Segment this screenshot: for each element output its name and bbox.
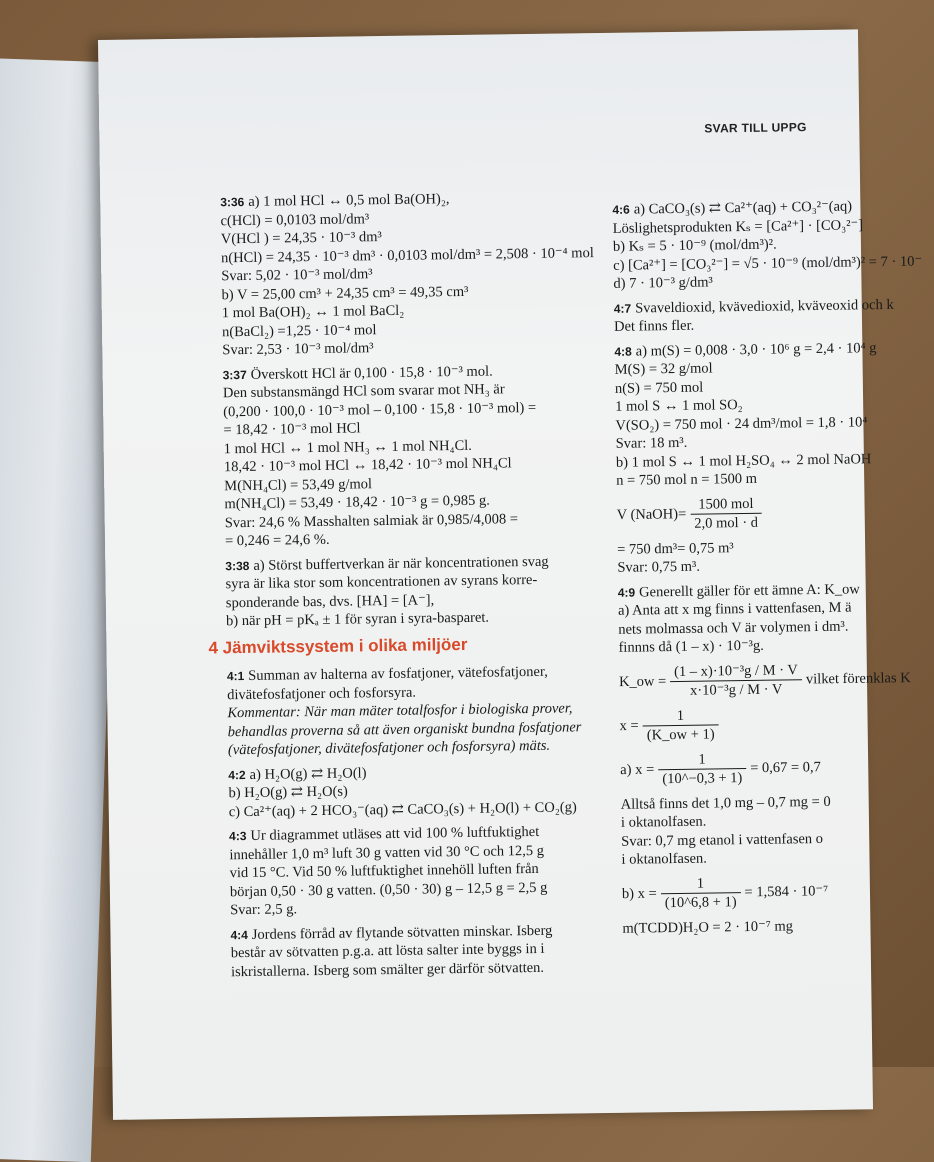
- formula-line: [619, 703, 920, 745]
- line-text: syra är lika stor som koncentrationen av syrans korre-: [225, 571, 538, 593]
- line-text: vid 15 °C. Vid 50 % luftfuktighet innehöll luften från: [229, 860, 539, 882]
- fraction: [660, 874, 740, 913]
- fraction-denominator: (10^6,8 + 1): [664, 894, 737, 912]
- line-text: b) när pH = pKₐ ± 1 för syran i syra-basparet.: [226, 609, 490, 630]
- line-text: iskristallerna. Isberg som smälter ger därför sötvatten.: [230, 959, 545, 980]
- exercise-number: 4:6: [612, 202, 630, 217]
- fraction-denominator: (10^−0,3 + 1): [662, 770, 743, 788]
- line-text: består av sötvatten p.g.a. att lösta salter inte byggs in i: [230, 940, 545, 962]
- line-text: b) Kₛ = 5 · 10⁻⁹ (mol/dm³)².: [612, 236, 777, 255]
- page-header: SVAR TILL UPPG: [704, 120, 807, 136]
- formula-prefix: x =: [619, 717, 639, 734]
- line-text: Ur diagrammet utläses att vid 100 % luftfuktighet: [250, 823, 540, 844]
- line-text: n(HCl) = 24,35 · 10⁻³ dm³ · 0,0103 mol/dm³ = 2,508 · 10⁻⁴ mol: [220, 244, 594, 266]
- formula-line: [619, 659, 920, 701]
- line-text: Överskott HCl är 0,100 · 15,8 · 10⁻³ mol.: [250, 363, 493, 383]
- line-text: b) H₂O(g) ⇄ H₂O(s): [228, 783, 348, 802]
- formula-line: [622, 871, 923, 913]
- right-column: [612, 197, 922, 938]
- text-line: [616, 468, 916, 491]
- line-text: a) 1 mol HCl ↔ 0,5 mol Ba(OH)₂,: [248, 191, 450, 210]
- line-text: 1 mol S ↔ 1 mol SO₂: [615, 397, 743, 415]
- comment-line: behandlas proverna så att även organiskt bundna fosfatjoner: [227, 718, 582, 740]
- exercise-number: 4:3: [229, 829, 247, 844]
- line-text: 18,42 · 10⁻³ mol HCl ↔ 18,42 · 10⁻³ mol NH₄Cl: [223, 455, 512, 476]
- text-line: [622, 915, 922, 938]
- formula-prefix: V (NaOH)=: [616, 505, 687, 523]
- fraction: [670, 661, 802, 701]
- exercise-number: 3:36: [220, 194, 245, 210]
- line-text: Jordens förråd av flytande sötvatten minskar. Isberg: [251, 922, 553, 943]
- line-text: n(BaCl₂) =1,25 · 10⁻⁴ mol: [221, 321, 377, 340]
- line-text: m(TCDD)H₂O = 2 · 10⁻⁷ mg: [622, 917, 794, 937]
- line-text: Svar: 0,75 m³.: [617, 558, 701, 576]
- text-line: [621, 847, 921, 870]
- line-text: Summan av halterna av fosfatjoner, vätefosfatjoner,: [248, 663, 548, 684]
- line-text: = 750 dm³= 0,75 m³: [617, 539, 734, 558]
- line-text: Svar: 24,6 % Masshalten salmiak är 0,985/4,008 =: [224, 510, 519, 531]
- line-text: i oktanolfasen.: [621, 850, 707, 868]
- line-text: i oktanolfasen.: [620, 813, 707, 831]
- line-text: M(S) = 32 g/mol: [614, 360, 713, 378]
- line-text: 1 mol Ba(OH)₂ ↔ 1 mol BaCl₂: [221, 302, 405, 322]
- line-text: V(SO₂) = 750 mol · 24 dm³/mol = 1,8 · 10⁴: [615, 413, 868, 434]
- exercise-number: 3:37: [222, 367, 247, 382]
- line-text: nets molmassa och V är volymen i dm³.: [618, 618, 849, 638]
- line-text: c(HCl) = 0,0103 mol/dm³: [220, 210, 370, 229]
- exercise-number: 4:9: [617, 585, 636, 600]
- line-text: a) Anta att x mg finns i vattenfasen, M ä: [617, 599, 852, 619]
- line-text: b) 1 mol S ↔ 1 mol H₂SO₄ ↔ 2 mol NaOH: [615, 450, 872, 471]
- fraction-numerator: (1 – x)·10⁻³g / M · V: [670, 661, 802, 682]
- line-text: Svar: 5,02 · 10⁻³ mol/dm³: [221, 266, 373, 285]
- exercise-number: 4:7: [613, 301, 632, 316]
- fraction: [642, 706, 718, 745]
- book-page: [98, 29, 923, 1120]
- line-text: Den substansmängd HCl som svarar mot NH₃ är: [222, 381, 505, 402]
- line-text: V(HCl ) = 24,35 · 10⁻³ dm³: [220, 229, 382, 248]
- formula-prefix: K_ow =: [618, 672, 667, 690]
- exercise-number: 4:8: [614, 344, 632, 359]
- line-text: = 0,246 = 24,6 %.: [224, 531, 330, 550]
- line-text: Svar: 2,5 g.: [230, 901, 298, 919]
- formula-suffix: = 1,584 · 10⁻⁷: [744, 882, 829, 900]
- exercise-number: 3:38: [225, 558, 250, 573]
- formula-prefix: a) x =: [620, 761, 655, 778]
- formula-prefix: b) x =: [621, 885, 657, 902]
- fraction-numerator: 1500 mol: [690, 494, 762, 514]
- formula-line: [616, 492, 917, 534]
- fraction-numerator: 1: [642, 706, 718, 727]
- line-text: innehåller 1,0 m³ luft 30 g vatten vid 30 °C och 12,5 g: [229, 842, 545, 863]
- line-text: n(S) = 750 mol: [614, 379, 704, 397]
- fraction-numerator: 1: [658, 750, 746, 771]
- line-text: Svaveldioxid, kvävedioxid, kväveoxid och k: [635, 296, 894, 317]
- line-text: divätefosfatjoner och fosforsyra.: [227, 684, 417, 703]
- fraction-denominator: 2,0 mol · d: [694, 514, 759, 532]
- formula-suffix: = 0,67 = 0,7: [750, 758, 821, 776]
- line-text: Alltså finns det 1,0 mg – 0,7 mg = 0: [620, 793, 831, 813]
- exercise-number: 4:4: [230, 927, 248, 942]
- line-text: Generellt gäller för ett ämne A: K_ow: [638, 580, 860, 600]
- fraction: [658, 750, 746, 789]
- fraction-denominator: (K_ow + 1): [646, 726, 715, 744]
- line-text: sponderande bas, dvs. [HA] = [A⁻],: [225, 591, 435, 611]
- line-text: n = 750 mol n = 1500 m: [616, 470, 758, 489]
- line-text: 1 mol HCl ↔ 1 mol NH₃ ↔ 1 mol NH₄Cl.: [223, 437, 472, 457]
- comment-line: Kommentar: När man mäter totalfosfor i biologiska prover,: [227, 700, 573, 722]
- line-text: Det finns fler.: [613, 317, 695, 335]
- line-text: Svar: 0,7 mg etanol i vattenfasen o: [621, 830, 824, 850]
- line-text: M(NH₄Cl) = 53,49 g/mol: [224, 475, 373, 494]
- line-text: c) [Ca²⁺] = [CO₃²⁻] = √5 · 10⁻⁹ (mol/dm³)² = 7 · 10⁻: [613, 253, 923, 274]
- line-text: a) Störst buffertverkan är när koncentrationen svag: [253, 553, 549, 574]
- line-text: b) V = 25,00 cm³ + 24,35 cm³ = 49,35 cm³: [221, 283, 469, 303]
- line-text: a) H₂O(g) ⇄ H₂O(l): [249, 764, 367, 783]
- text-line: [618, 635, 918, 658]
- line-text: (0,200 · 100,0 · 10⁻³ mol – 0,100 · 15,8 · 10⁻³ mol) =: [223, 399, 537, 420]
- line-text: d) 7 · 10⁻³ g/dm³: [613, 274, 713, 292]
- comment-line: (vätefosfatjoner, divätefosfatjoner och fosforsyra) mäts.: [227, 737, 551, 759]
- exercise-number: 4:1: [226, 669, 245, 684]
- line-text: början 0,50 · 30 g vatten. (0,50 · 30) g – 12,5 g = 2,5 g: [229, 879, 548, 900]
- formula-suffix: vilket förenklas K: [805, 669, 911, 688]
- chapter-heading: 4 Jämviktssystem i olika miljöer: [208, 634, 468, 658]
- line-text: finnns då (1 – x) · 10⁻³g.: [618, 637, 764, 656]
- line-text: Svar: 2,53 · 10⁻³ mol/dm³: [222, 340, 374, 359]
- left-column: [208, 188, 631, 982]
- line-text: a) m(S) = 0,008 · 3,0 · 10⁶ g = 2,4 · 10⁴ g: [635, 339, 877, 360]
- fraction-denominator: x·10⁻³g / M · V: [689, 681, 783, 699]
- line-text: Svar: 18 m³.: [615, 434, 688, 452]
- fraction-numerator: 1: [660, 874, 740, 895]
- fraction: [690, 494, 762, 533]
- line-text: c) Ca²⁺(aq) + 2 HCO₃⁻(aq) ⇄ CaCO₃(s) + H₂O(l) + CO₂(g): [228, 798, 577, 820]
- line-text: Löslighetsprodukten Kₛ = [Ca²⁺] · [CO₃²⁻]: [612, 216, 864, 237]
- line-text: a) CaCO₃(s) ⇄ Ca²⁺(aq) + CO₃²⁻(aq): [633, 198, 853, 218]
- exercise-number: 4:2: [228, 767, 246, 782]
- line-text: = 18,42 · 10⁻³ mol HCl: [223, 420, 361, 439]
- formula-line: [620, 747, 921, 789]
- line-text: m(NH₄Cl) = 53,49 · 18,42 · 10⁻³ g = 0,985 g.: [224, 492, 490, 513]
